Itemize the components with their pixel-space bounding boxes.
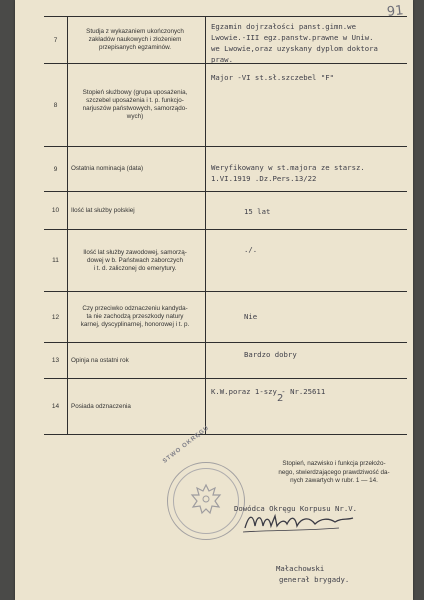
table-row [44, 378, 407, 435]
row-value: ./. [244, 245, 258, 254]
row-label: Ilość lat służby zawodowej, samorzą- dowej w b. Państwach zaborczych i t. d. zaliczonej do emerytury. [83, 248, 187, 272]
commander-title: Dowódca Okręgu Korpusu Nr.V. [234, 504, 358, 513]
row-number: 8 [53, 101, 58, 109]
row-label: Czy przeciwko odznaczeniu kandyda- ta nie zachodzą przeszkody natury karnej, dyscyplinarnej, honorowej i t. p. [80, 305, 190, 328]
commander-rank: generał brygady. [279, 575, 350, 584]
supervisor-title-label: Stopień, nazwisko i funkcja przełożo- nego, stwierdzającego prawdziwość da- nych zawartych w rubr. 1 — 14. [278, 460, 390, 484]
table-row [44, 342, 407, 378]
row-label: Studja z wykazaniem ukończonych zakładów naukowych i złożeniem przepisanych egzaminów. [86, 28, 184, 51]
form-table [44, 16, 407, 435]
table-row [44, 229, 407, 291]
handwritten-signature [239, 504, 359, 538]
table-row [44, 146, 407, 191]
row-number: 9 [53, 165, 58, 173]
row-label: Posiada odznaczenia [71, 402, 131, 410]
row-number: 10 [51, 207, 60, 214]
eagle-emblem-icon [182, 477, 230, 525]
handwritten-annotation: 2 [277, 393, 284, 404]
handwritten-page-number: 91 [386, 3, 405, 20]
signature-block [44, 424, 407, 588]
row-number: 11 [52, 257, 59, 264]
row-label: Stopień służbowy (grupa uposażenia, szczebel uposażenia i t. p. funkcjo- narjuszów państwowych, samorządo- wych) [82, 89, 188, 120]
row-label: Ilość lat służby polskiej [71, 206, 135, 214]
row-value: Bardzo dobry [244, 350, 297, 359]
table-row [44, 63, 407, 146]
row-value: K.W.poraz 1-szy - Nr.25611 [211, 387, 326, 396]
row-number: 12 [51, 313, 60, 321]
stamp-text: STWO OKRĘGU [162, 424, 211, 465]
row-value: 15 lat [244, 207, 271, 216]
row-value: Egzamin dojrzałości panst.gimn.we Lwowie.-III egz.panstw.prawne w Uniw. we Lwowie,oraz uzyskany dyplom doktora praw. [211, 22, 378, 64]
row-label: Opinja na ostatni rok [71, 356, 129, 364]
row-value: Weryfikowany w st.majora ze starsz. 1.VI.1919 .Dz.Pers.13/22 [211, 163, 365, 183]
official-stamp [167, 462, 245, 540]
row-label: Ostatnia nominacja (data) [71, 165, 144, 172]
row-number: 7 [53, 36, 58, 44]
commander-name: Małachowski [276, 564, 325, 573]
row-value: Nie [244, 312, 258, 321]
row-number: 14 [51, 403, 60, 410]
row-value: Major -VI st.sł.szczebel "F" [211, 73, 335, 82]
table-row [44, 16, 407, 63]
table-row [44, 291, 407, 342]
document-sheet [15, 0, 413, 600]
row-number: 13 [51, 357, 60, 364]
table-row [44, 191, 407, 229]
